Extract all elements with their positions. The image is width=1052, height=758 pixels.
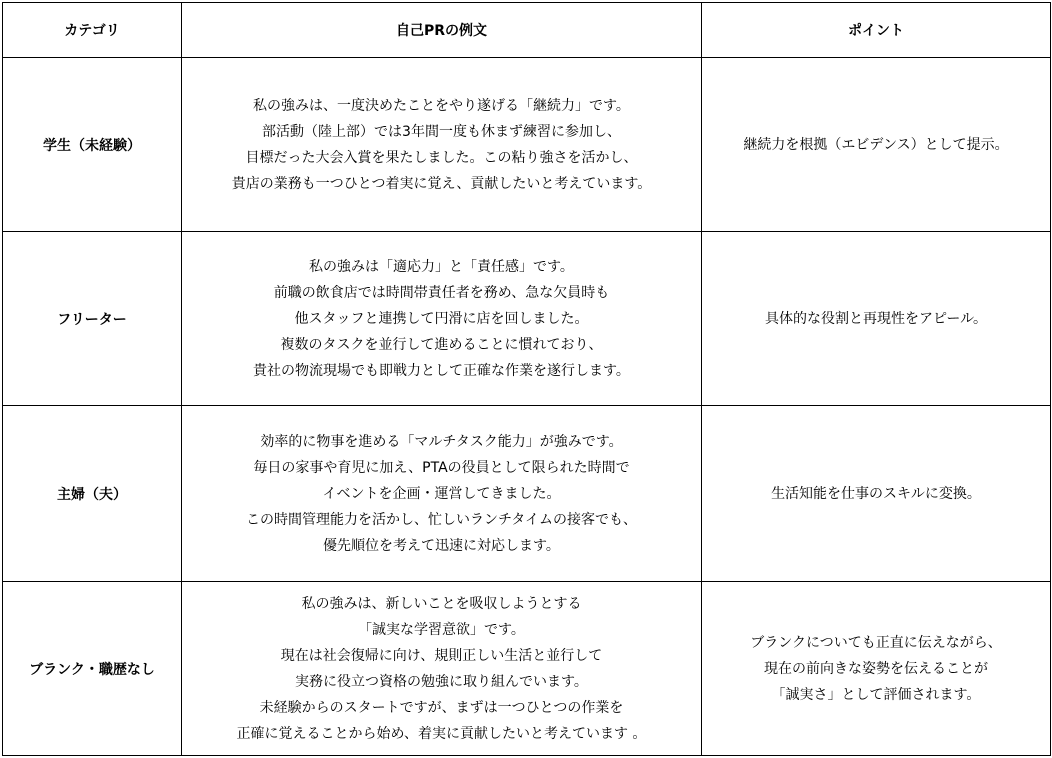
point-line: 生活知能を仕事のスキルに変換。 <box>771 485 981 502</box>
table-row <box>3 582 1051 756</box>
example-cell <box>182 232 702 406</box>
example-line: イベントを企画・運営してきました。 <box>322 485 561 502</box>
header-row <box>3 3 1051 58</box>
point-cell <box>702 232 1051 406</box>
example-cell <box>182 406 702 582</box>
example-line: 複数のタスクを並行して進めることに慣れており、 <box>280 336 603 353</box>
point-line: 具体的な役割と再現性をアピール。 <box>764 310 988 327</box>
table-row <box>3 232 1051 406</box>
example-line: 部活動（陸上部）では3年間一度も休まず練習に参加し、 <box>262 123 621 140</box>
example-line: 正確に覚えることから始め、着実に貢献したいと考えています 。 <box>236 725 647 742</box>
point-line: 継続力を根拠（エビデンス）として提示。 <box>743 136 1009 153</box>
self-pr-table <box>2 2 1051 756</box>
example-line: この時間管理能力を活かし、忙しいランチタイムの接客でも、 <box>245 511 638 528</box>
example-cell <box>182 582 702 756</box>
point-line: ブランクについても正直に伝えながら、 <box>750 634 1002 651</box>
example-line: 目標だった大会入賞を果たしました。この粘り強さを活かし、 <box>245 149 638 166</box>
example-line: 貴店の業務も一つひとつ着実に覚え、貢献したいと考えています。 <box>231 175 652 192</box>
example-line: 前職の飲食店では時間帯責任者を務め、急な欠員時も <box>273 284 610 301</box>
table-row <box>3 58 1051 232</box>
example-line: 貴社の物流現場でも即戦力として正確な作業を遂行します。 <box>253 362 630 379</box>
example-line: 効率的に物事を進める「マルチタスク能力」が強みです。 <box>260 433 623 450</box>
category-cell: 学生（未経験） <box>3 58 182 232</box>
point-cell <box>702 582 1051 756</box>
example-line: 「誠実な学習意欲」です。 <box>358 621 525 638</box>
category-cell: ブランク・職歴なし <box>3 582 182 756</box>
table-row <box>3 406 1051 582</box>
header-example: 自己PRの例文 <box>182 3 702 58</box>
example-cell <box>182 58 702 232</box>
example-line: 私の強みは「適応力」と「責任感」です。 <box>309 258 574 275</box>
point-cell <box>702 58 1051 232</box>
example-line: 優先順位を考えて迅速に対応します。 <box>323 537 560 554</box>
category-cell: フリーター <box>3 232 182 406</box>
point-cell <box>702 406 1051 582</box>
example-line: 他スタッフと連携して円滑に店を回しました。 <box>294 310 589 327</box>
category-cell: 主婦（夫） <box>3 406 182 582</box>
example-line: 毎日の家事や育児に加え、PTAの役員として限られた時間で <box>253 459 630 476</box>
example-line: 現在は社会復帰に向け、規則正しい生活と並行して <box>280 647 603 664</box>
header-point: ポイント <box>702 3 1051 58</box>
example-line: 私の強みは、新しいことを吸収しようとする <box>301 595 582 612</box>
point-line: 「誠実さ」として評価されます。 <box>771 686 981 703</box>
header-category: カテゴリ <box>3 3 182 58</box>
point-line: 現在の前向きな姿勢を伝えることが <box>764 660 988 677</box>
example-line: 私の強みは、一度決めたことをやり遂げる「継続力」です。 <box>253 97 630 114</box>
example-line: 未経験からのスタートですが、まずは一つひとつの作業を <box>259 699 624 716</box>
example-line: 実務に役立つ資格の勉強に取り組んでいます。 <box>295 673 588 690</box>
